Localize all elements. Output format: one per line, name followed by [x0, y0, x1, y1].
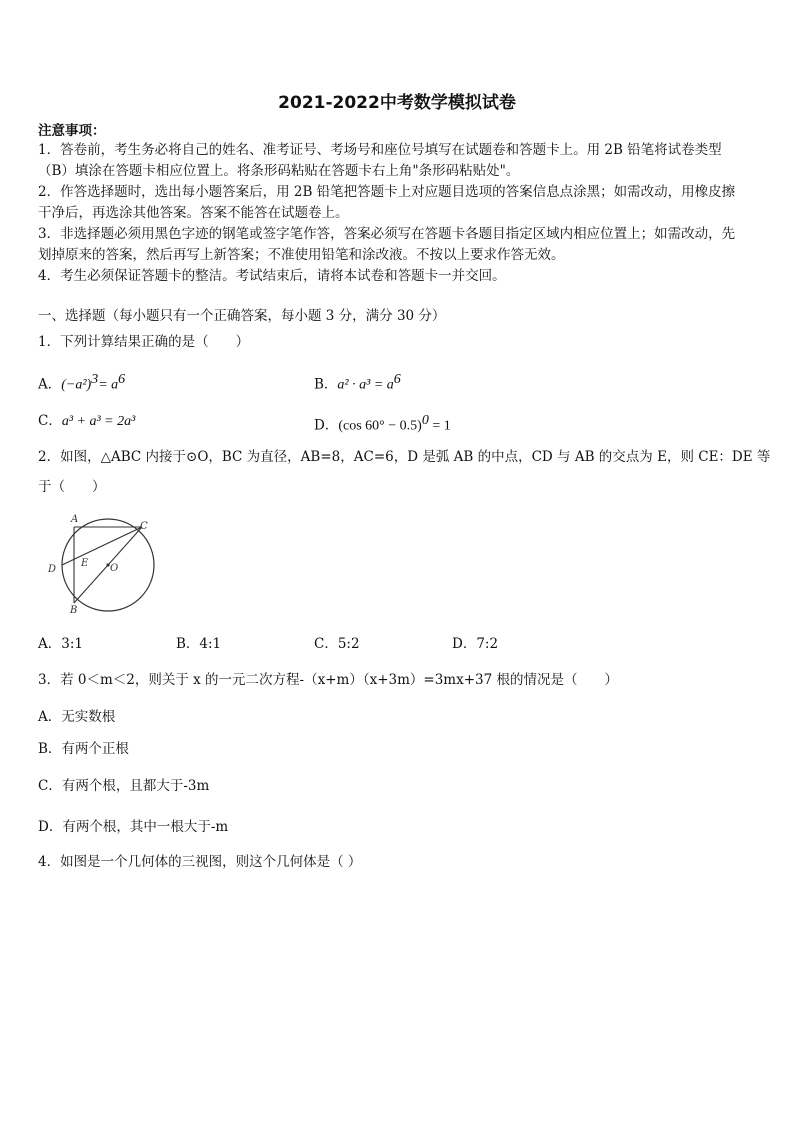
q2-option-a: A．3:1: [38, 636, 83, 652]
option-math: (−a²): [61, 377, 92, 393]
label-e: E: [81, 558, 89, 569]
option-label: A．: [38, 376, 62, 393]
option-math: (cos 60° − 0.5): [338, 418, 422, 434]
option-math: = 1: [428, 418, 451, 434]
q2-option-c: C．5:2: [314, 636, 360, 652]
option-exp: 6: [393, 372, 401, 387]
notice-line: 3．非选择题必须用黑色字迹的钢笔或签字笔作答，答案必须写在答题卡各题目指定区域内相应位置上；如需改动，先: [38, 226, 736, 242]
notice-heading: 注意事项：: [38, 123, 106, 139]
exam-title: 2021-2022中考数学模拟试卷: [278, 93, 516, 113]
question-2-stem-cont: 于（ ）: [38, 479, 106, 495]
question-3-stem: 3．若 0＜m＜2，则关于 x 的一元二次方程-（x+m）（x+3m）=3mx+37 根的情况是（ ）: [38, 672, 619, 688]
label-c: C: [140, 521, 148, 532]
label-o: O: [110, 563, 119, 574]
circle-geometry-figure: [44, 510, 160, 614]
q3-option-d: D．有两个根，其中一根大于-m: [38, 819, 229, 835]
notice-line: （B）填涂在答题卡相应位置上。将条形码粘贴在答题卡右上角"条形码粘贴处"。: [38, 163, 520, 179]
notice-line: 1．答卷前，考生务必将自己的姓名、准考证号、考场号和座位号填写在试题卷和答题卡上。用 2B 铅笔将试卷类型: [38, 142, 722, 158]
option-math: a² · a³ = a: [337, 377, 394, 393]
q3-option-c: C．有两个根，且都大于-3m: [38, 778, 210, 794]
q2-option-b: B．4:1: [176, 636, 222, 652]
option-exp: 6: [118, 372, 126, 387]
notice-line: 4．考生必须保证答题卡的整洁。考试结束后，请将本试卷和答题卡一并交回。: [38, 268, 506, 284]
option-math: = a: [98, 377, 119, 393]
option-exp: 3: [91, 372, 99, 387]
q1-option-b: [314, 370, 401, 396]
question-4-stem: 4．如图是一个几何体的三视图，则这个几何体是（ ）: [38, 854, 362, 870]
option-math: a³ + a³ = 2a³: [61, 414, 136, 429]
notice-line: 干净后，再选涂其他答案。答案不能答在试题卷上。: [38, 205, 349, 221]
section-heading: 一、选择题（每小题只有一个正确答案，每小题 3 分，满分 30 分）: [38, 308, 446, 324]
option-label: B．: [314, 376, 338, 393]
notice-line: 划掉原来的答案，然后再写上新答案；不准使用铅笔和涂改液。不按以上要求作答无效。: [38, 247, 565, 263]
q2-option-d: D．7:2: [452, 636, 499, 652]
q1-option-c: [38, 411, 135, 432]
label-a: A: [71, 514, 79, 525]
question-1-stem: 1．下列计算结果正确的是（ ）: [38, 334, 250, 350]
q1-option-d: [314, 411, 451, 437]
question-2-stem: 2．如图，△ABC 内接于⊙O，BC 为直径，AB=8，AC=6，D 是弧 AB 的中点，CD 与 AB 的交点为 E，则 CE：DE 等: [38, 449, 771, 465]
option-label: D．: [314, 417, 339, 434]
label-b: B: [70, 605, 78, 614]
q1-option-a: [38, 370, 125, 396]
notice-line: 2．作答选择题时，选出每小题答案后，用 2B 铅笔把答题卡上对应题目选项的答案信息点涂黑；如需改动，用橡皮擦: [38, 184, 736, 200]
label-d: D: [48, 564, 57, 575]
option-label: C．: [38, 413, 62, 429]
option-exp: 0: [421, 413, 429, 428]
q3-option-a: A．无实数根: [38, 709, 116, 725]
q3-option-b: B．有两个正根: [38, 741, 129, 757]
